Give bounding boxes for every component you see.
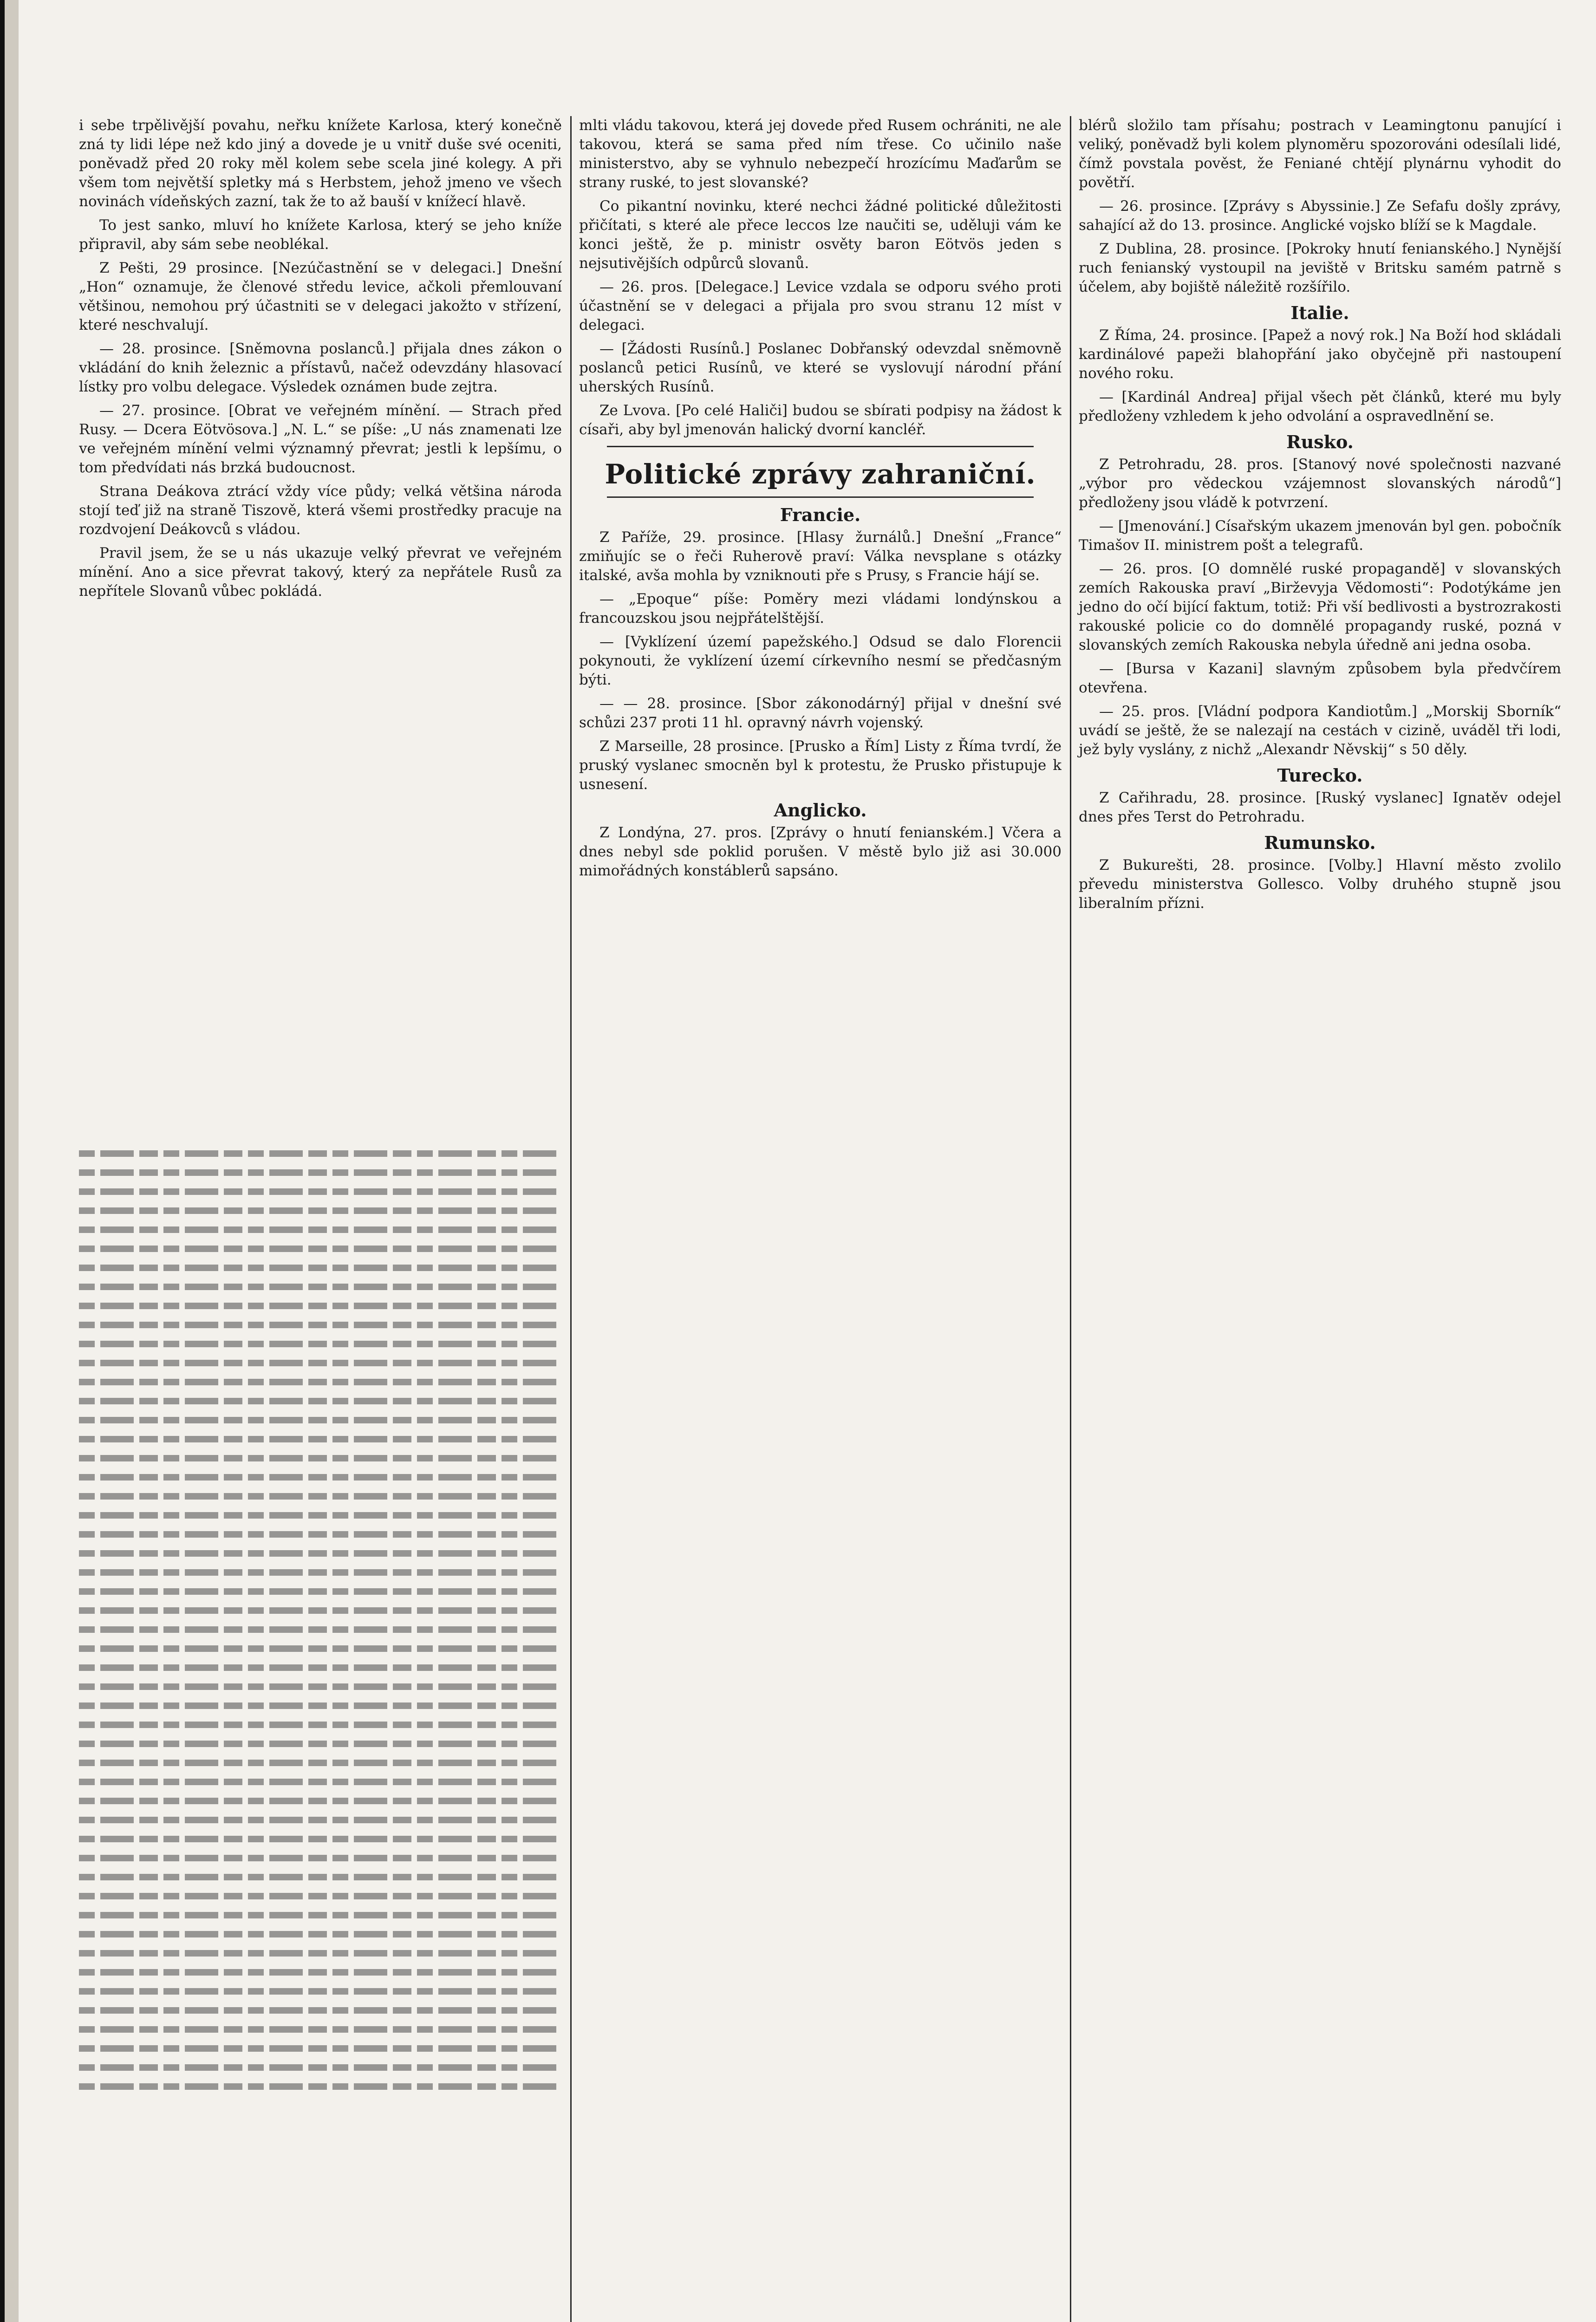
paragraph: mlti vládu takovou, která jej dovede před Rusem ochrániti, ne ale takovou, která se sama před ním třese. Co učinilo naše ministerstvo, aby se vyhnulo nebezpečí hrozícímu Maďarům se strany ruské, to jest slovanské? bbox=[579, 117, 1062, 191]
section-headline: Politické zprávy zahraniční. bbox=[605, 458, 1036, 490]
section-heading-france: Francie. bbox=[780, 504, 861, 525]
paragraph: — [Bursa v Kazani] slavným způsobem byla předvčírem otevřena. bbox=[1079, 660, 1561, 696]
paragraph: Z Londýna, 27. pros. [Zprávy o hnutí fenianském.] Včera a dnes nebyl sde poklid porušen. V městě bylo již asi 30.000 mimořádných konstáblerů sapsáno. bbox=[579, 824, 1062, 879]
paragraph: Z Bukurešti, 28. prosince. [Volby.] Hlavní město zvolilo převedu ministerstva Gollesco. Volby druhého stupně jsou liberalním přízni. bbox=[1079, 857, 1561, 912]
paragraph: Z Paříže, 29. prosince. [Hlasy žurnálů.] Dnešní „France“ zmiňujíc se o řeči Ruherově praví: Válka nevsplane s otázky italské, avša mohla by vzniknouti pře s Prusy, s Francie hájí se. bbox=[579, 529, 1062, 584]
paragraph: To jest sanko, mluví ho knížete Karlosa, který se jeho kníže připravil, aby sám sebe neoblékal. bbox=[79, 217, 562, 253]
section-heading-russia: Rusko. bbox=[1286, 431, 1354, 452]
column-3 bbox=[1070, 116, 1561, 2322]
paragraph: — [Jmenování.] Císařským ukazem jmenován byl gen. pobočník Timašov II. ministrem pošt a telegrafů. bbox=[1079, 518, 1561, 554]
paragraph: — 26. pros. [O domnělé ruské propagandě] v slovanských zemích Rakouska praví „Birževyja Vědomosti“: Podotýkáme jen jedno do očí bijící faktum, totiž: Při vší bedlivosti a bystrozrakosti rakouské policie co do domnělé propagandy ruské, pozná v slovanských zemích Rakouska nebyla úředně ani jedna osoba. bbox=[1079, 561, 1561, 653]
paragraph: Ze Lvova. [Po celé Haliči] budou se sbírati podpisy na žádost k císaři, aby byl jmenován halický dvorní kancléř. bbox=[579, 402, 1062, 438]
paragraph: — [Kardinál Andrea] přijal všech pět článků, které mu byly předloženy vzhledem k jeho odvolání a ospravedlnění se. bbox=[1079, 389, 1561, 424]
paragraph: Z Dublina, 28. prosince. [Pokroky hnutí fenianského.] Nynější ruch fenianský vystoupil na jeviště v Britsku samém patrně s účelem, aby bojiště náležitě rozšířilo. bbox=[1079, 241, 1561, 295]
paragraph: Z Petrohradu, 28. pros. [Stanový nové společnosti nazvané „výbor pro vědeckou vzájemnost slovanských národů“] předloženy jsou vládě k potvrzení. bbox=[1079, 456, 1561, 511]
paragraph: — 26. prosince. [Zprávy s Abyssinie.] Ze Sefafu došly zprávy, sahající až do 13. prosince. Anglické vojsko blíží se k Magdale. bbox=[1079, 198, 1561, 234]
section-heading-romania: Rumunsko. bbox=[1264, 832, 1376, 853]
divider bbox=[607, 446, 1034, 447]
paragraph: — 28. prosince. [Sněmovna poslanců.] přijala dnes zákon o vkládání do knih železnic a přístavů, načež odevzdány hlasovací lístky pro volbu delegace. Výsledek oznámen bude zejtra. bbox=[79, 340, 562, 395]
paragraph: — [Žádosti Rusínů.] Poslanec Dobřanský odevzdal sněmovně poslanců petici Rusínů, ve které se vyslovují národní přání uherských Rusínů. bbox=[579, 340, 1062, 395]
paragraph: — 25. pros. [Vládní podpora Kandiotům.] „Morskij Sborník“ uvádí se ještě, že se nalezají na cestách v cizině, uváděl tři lodi, jež byly vyslány, z nichž „Alexandr Něvskij“ s 50 děly. bbox=[1079, 703, 1561, 758]
paragraph: blérů složilo tam přísahu; postrach v Leamingtonu panující i veliký, poněvadž byli kolem plynoměru spozorováni odesílali lidé, čímž povstala pověst, že Feniané chtějí plynárnu vyhodit do povětří. bbox=[1079, 117, 1561, 191]
paragraph: i sebe trpělivější povahu, neřku knížete Karlosa, který konečně zná ty lidi lépe než kdo jiný a dovede je u vnitř duše své oceniti, poněvadž před 20 roky měl kolem sebe scela jiné kolegy. A při všem tom největší spletky má s Herbstem, jehož jmeno ve všech novinách vídeňských zazní, tak že to až bauší v knížecí hlavě. bbox=[79, 117, 562, 210]
section-heading-turkey: Turecko. bbox=[1277, 765, 1363, 786]
paragraph: — 27. prosince. [Obrat ve veřejném mínění. — Strach před Rusy. — Dcera Eötvösova.] „N. L.“ se píše: „U nás znamenati lze ve veřejném mínění velmi významný převrat; jestli k lepšímu, o tom předvídati nás brzká budoucnost. bbox=[79, 402, 562, 476]
column-grid bbox=[79, 116, 1563, 2322]
paragraph: Z Cařihradu, 28. prosince. [Ruský vyslanec] Ignatěv odejel dnes přes Terst do Petrohradu. bbox=[1079, 789, 1561, 825]
section-heading-england: Anglicko. bbox=[774, 800, 867, 821]
paragraph: Strana Deákova ztrácí vždy více půdy; velká většina národa stojí teď již na straně Tiszově, která všemi prostředky pracuje na rozdvojení Deákovců s vládou. bbox=[79, 483, 562, 538]
paragraph: — 26. pros. [Delegace.] Levice vzdala se odporu svého proti účastnění se v delegaci a přijala pro svou stranu 12 míst v delegaci. bbox=[579, 279, 1062, 333]
paragraph: Co pikantní novinku, které nechci žádné politické důležitosti přičítati, s které ale přece leccos lze naučiti se, uděluji vám ke konci ještě, že p. ministr osvěty baron Eötvös jeden s nejsutivějších odpůrců slovanů. bbox=[579, 198, 1062, 272]
text-lines-filler bbox=[79, 1138, 562, 2322]
divider bbox=[607, 496, 1034, 498]
column-2 bbox=[570, 116, 1062, 2322]
paragraph: — — 28. prosince. [Sbor zákonodárný] přijal v dnešní své schůzi 237 proti 11 hl. opravný návrh vojenský. bbox=[579, 695, 1062, 731]
paragraph: — [Vyklízení území papežského.] Odsud se dalo Florencii pokynouti, že vyklízení území církevního nesmí se předčasným býti. bbox=[579, 633, 1062, 688]
scan-edge bbox=[0, 0, 19, 2322]
section-heading-italy: Italie. bbox=[1290, 302, 1349, 323]
paragraph: Z Pešti, 29 prosince. [Nezúčastnění se v delegaci.] Dnešní „Hon“ oznamuje, že členové středu levice, ačkoli přemlouvaní většinou, nemohou prý účastniti se v delegaci jakožto v střízení, které neschvalují. bbox=[79, 260, 562, 333]
paragraph: Z Marseille, 28 prosince. [Prusko a Řím] Listy z Říma tvrdí, že pruský vyslanec smocněn byl k protestu, že Prusko přistupuje k usnesení. bbox=[579, 738, 1062, 793]
paragraph: Z Říma, 24. prosince. [Papež a nový rok.] Na Boží hod skládali kardinálové papeži blahopřání jako obyčejně při nastoupení nového roku. bbox=[1079, 327, 1561, 382]
paragraph: — „Epoque“ píše: Poměry mezi vládami londýnskou a francouzskou jsou nejpřátelštější. bbox=[579, 591, 1062, 626]
paragraph: Pravil jsem, že se u nás ukazuje velký převrat ve veřejném mínění. Ano a sice převrat takový, který za nepřátele Rusů za nepřítele Slovanů vůbec pokládá. bbox=[79, 545, 562, 600]
column-1 bbox=[79, 116, 562, 2322]
